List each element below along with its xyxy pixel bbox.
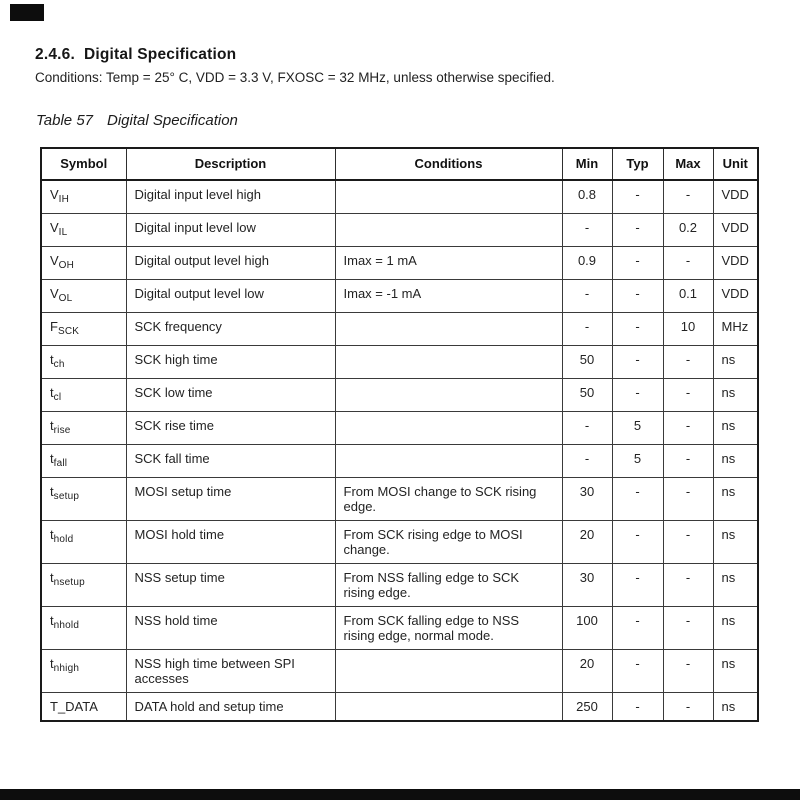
typ-cell: - [612, 650, 663, 693]
table-row [41, 564, 758, 607]
description-cell: NSS hold time [126, 607, 335, 650]
min-cell: - [562, 313, 612, 346]
typ-cell: - [612, 478, 663, 521]
symbol-base: t [50, 385, 54, 400]
symbol-subscript: OL [58, 293, 73, 304]
table-row [41, 412, 758, 445]
description-cell: SCK high time [126, 346, 335, 379]
symbol-cell [41, 412, 126, 445]
unit-cell: ns [713, 478, 758, 521]
conditions-cell: Imax = -1 mA [335, 280, 562, 313]
table-row [41, 313, 758, 346]
max-cell: - [663, 521, 713, 564]
scan-corner-mark [10, 4, 44, 21]
table-row [41, 180, 758, 214]
min-cell: 100 [562, 607, 612, 650]
max-cell: - [663, 564, 713, 607]
symbol-cell [41, 564, 126, 607]
conditions-cell: From SCK rising edge to MOSI change. [335, 521, 562, 564]
unit-cell: ns [713, 346, 758, 379]
unit-cell: ns [713, 412, 758, 445]
unit-cell: ns [713, 445, 758, 478]
description-cell: MOSI setup time [126, 478, 335, 521]
table-caption [36, 112, 238, 129]
symbol-cell [41, 214, 126, 247]
symbol-subscript: ch [53, 359, 65, 370]
typ-cell: - [612, 379, 663, 412]
symbol-cell [41, 521, 126, 564]
min-cell: 250 [562, 693, 612, 722]
digital-specification-table [40, 147, 759, 722]
unit-cell: VDD [713, 180, 758, 214]
min-cell: - [562, 214, 612, 247]
symbol-cell [41, 180, 126, 214]
min-cell: - [562, 412, 612, 445]
table-row [41, 346, 758, 379]
typ-cell: - [612, 247, 663, 280]
table-row [41, 379, 758, 412]
symbol-base: t [50, 484, 54, 499]
min-cell: 50 [562, 346, 612, 379]
symbol-subscript: rise [53, 425, 71, 436]
symbol-cell [41, 247, 126, 280]
section-heading [35, 46, 236, 64]
table-caption-label: Table 57 [36, 112, 93, 129]
conditions-cell [335, 180, 562, 214]
column-header-unit: Unit [713, 148, 758, 180]
symbol-cell [41, 650, 126, 693]
description-cell: Digital input level low [126, 214, 335, 247]
table-header-row [41, 148, 758, 180]
conditions-cell: From MOSI change to SCK rising edge. [335, 478, 562, 521]
conditions-cell [335, 214, 562, 247]
typ-cell: - [612, 280, 663, 313]
column-header-max: Max [663, 148, 713, 180]
typ-cell: - [612, 313, 663, 346]
max-cell: 0.1 [663, 280, 713, 313]
column-header-conditions: Conditions [335, 148, 562, 180]
unit-cell: VDD [713, 247, 758, 280]
section-number: 2.4.6. [35, 46, 75, 63]
symbol-base: T_DATA [50, 699, 98, 714]
max-cell: - [663, 379, 713, 412]
symbol-cell [41, 445, 126, 478]
typ-cell: 5 [612, 412, 663, 445]
description-cell: SCK low time [126, 379, 335, 412]
symbol-base: t [50, 418, 54, 433]
unit-cell: VDD [713, 280, 758, 313]
typ-cell: - [612, 180, 663, 214]
symbol-subscript: fall [53, 458, 68, 469]
symbol-subscript: hold [53, 534, 74, 545]
max-cell: - [663, 478, 713, 521]
symbol-base: V [50, 187, 59, 202]
typ-cell: - [612, 607, 663, 650]
max-cell: 10 [663, 313, 713, 346]
max-cell: - [663, 607, 713, 650]
description-cell: NSS high time between SPI accesses [126, 650, 335, 693]
unit-cell: ns [713, 379, 758, 412]
symbol-base: t [50, 527, 54, 542]
unit-cell: ns [713, 650, 758, 693]
column-header-symbol: Symbol [41, 148, 126, 180]
symbol-base: V [50, 220, 59, 235]
table-row [41, 693, 758, 722]
symbol-base: t [50, 570, 54, 585]
conditions-cell [335, 445, 562, 478]
min-cell: 50 [562, 379, 612, 412]
table-row [41, 650, 758, 693]
max-cell: - [663, 180, 713, 214]
typ-cell: - [612, 693, 663, 722]
symbol-base: V [50, 286, 59, 301]
min-cell: 20 [562, 521, 612, 564]
max-cell: - [663, 346, 713, 379]
table-row [41, 214, 758, 247]
symbol-cell [41, 478, 126, 521]
description-cell: SCK fall time [126, 445, 335, 478]
description-cell: Digital input level high [126, 180, 335, 214]
column-header-typ: Typ [612, 148, 663, 180]
symbol-subscript: OH [58, 260, 75, 271]
symbol-subscript: nhigh [53, 663, 80, 674]
unit-cell: ns [713, 564, 758, 607]
symbol-base: V [50, 253, 59, 268]
symbol-cell [41, 693, 126, 722]
description-cell: SCK frequency [126, 313, 335, 346]
min-cell: 0.9 [562, 247, 612, 280]
max-cell: - [663, 247, 713, 280]
column-header-min: Min [562, 148, 612, 180]
symbol-base: t [50, 613, 54, 628]
symbol-cell [41, 607, 126, 650]
table-row [41, 521, 758, 564]
unit-cell: ns [713, 693, 758, 722]
symbol-subscript: IL [58, 227, 68, 238]
symbol-cell [41, 280, 126, 313]
typ-cell: - [612, 521, 663, 564]
min-cell: 0.8 [562, 180, 612, 214]
description-cell: SCK rise time [126, 412, 335, 445]
symbol-cell [41, 313, 126, 346]
conditions-cell [335, 346, 562, 379]
conditions-cell [335, 412, 562, 445]
symbol-subscript: nsetup [53, 577, 85, 588]
conditions-cell [335, 313, 562, 346]
description-cell: NSS setup time [126, 564, 335, 607]
conditions-cell: From SCK falling edge to NSS rising edge, normal mode. [335, 607, 562, 650]
conditions-cell: Imax = 1 mA [335, 247, 562, 280]
scan-bottom-bar [0, 789, 800, 800]
symbol-base: t [50, 451, 54, 466]
table-row [41, 247, 758, 280]
symbol-subscript: setup [53, 491, 80, 502]
table-row [41, 478, 758, 521]
min-cell: 30 [562, 478, 612, 521]
section-title: Digital Specification [83, 46, 237, 63]
symbol-base: t [50, 352, 54, 367]
symbol-cell [41, 379, 126, 412]
symbol-cell [41, 346, 126, 379]
column-header-description: Description [126, 148, 335, 180]
unit-cell: ns [713, 607, 758, 650]
conditions-cell [335, 693, 562, 722]
unit-cell: MHz [713, 313, 758, 346]
symbol-subscript: nhold [53, 620, 80, 631]
conditions-cell [335, 379, 562, 412]
description-cell: DATA hold and setup time [126, 693, 335, 722]
conditions-cell [335, 650, 562, 693]
description-cell: Digital output level low [126, 280, 335, 313]
max-cell: - [663, 693, 713, 722]
max-cell: 0.2 [663, 214, 713, 247]
max-cell: - [663, 650, 713, 693]
description-cell: MOSI hold time [126, 521, 335, 564]
symbol-subscript: SCK [57, 326, 80, 337]
symbol-base: F [50, 319, 58, 334]
typ-cell: - [612, 214, 663, 247]
min-cell: - [562, 445, 612, 478]
max-cell: - [663, 445, 713, 478]
conditions-cell: From NSS falling edge to SCK rising edge. [335, 564, 562, 607]
typ-cell: - [612, 564, 663, 607]
min-cell: 20 [562, 650, 612, 693]
symbol-subscript: IH [58, 194, 70, 205]
min-cell: 30 [562, 564, 612, 607]
table-row [41, 280, 758, 313]
symbol-base: t [50, 656, 54, 671]
conditions-text: Conditions: Temp = 25° C, VDD = 3.3 V, FXOSC = 32 MHz, unless otherwise specified. [35, 70, 555, 85]
symbol-subscript: cl [53, 392, 62, 403]
table-caption-title: Digital Specification [107, 112, 238, 129]
max-cell: - [663, 412, 713, 445]
description-cell: Digital output level high [126, 247, 335, 280]
table-row [41, 607, 758, 650]
unit-cell: ns [713, 521, 758, 564]
typ-cell: - [612, 346, 663, 379]
table-row [41, 445, 758, 478]
typ-cell: 5 [612, 445, 663, 478]
min-cell: - [562, 280, 612, 313]
unit-cell: VDD [713, 214, 758, 247]
